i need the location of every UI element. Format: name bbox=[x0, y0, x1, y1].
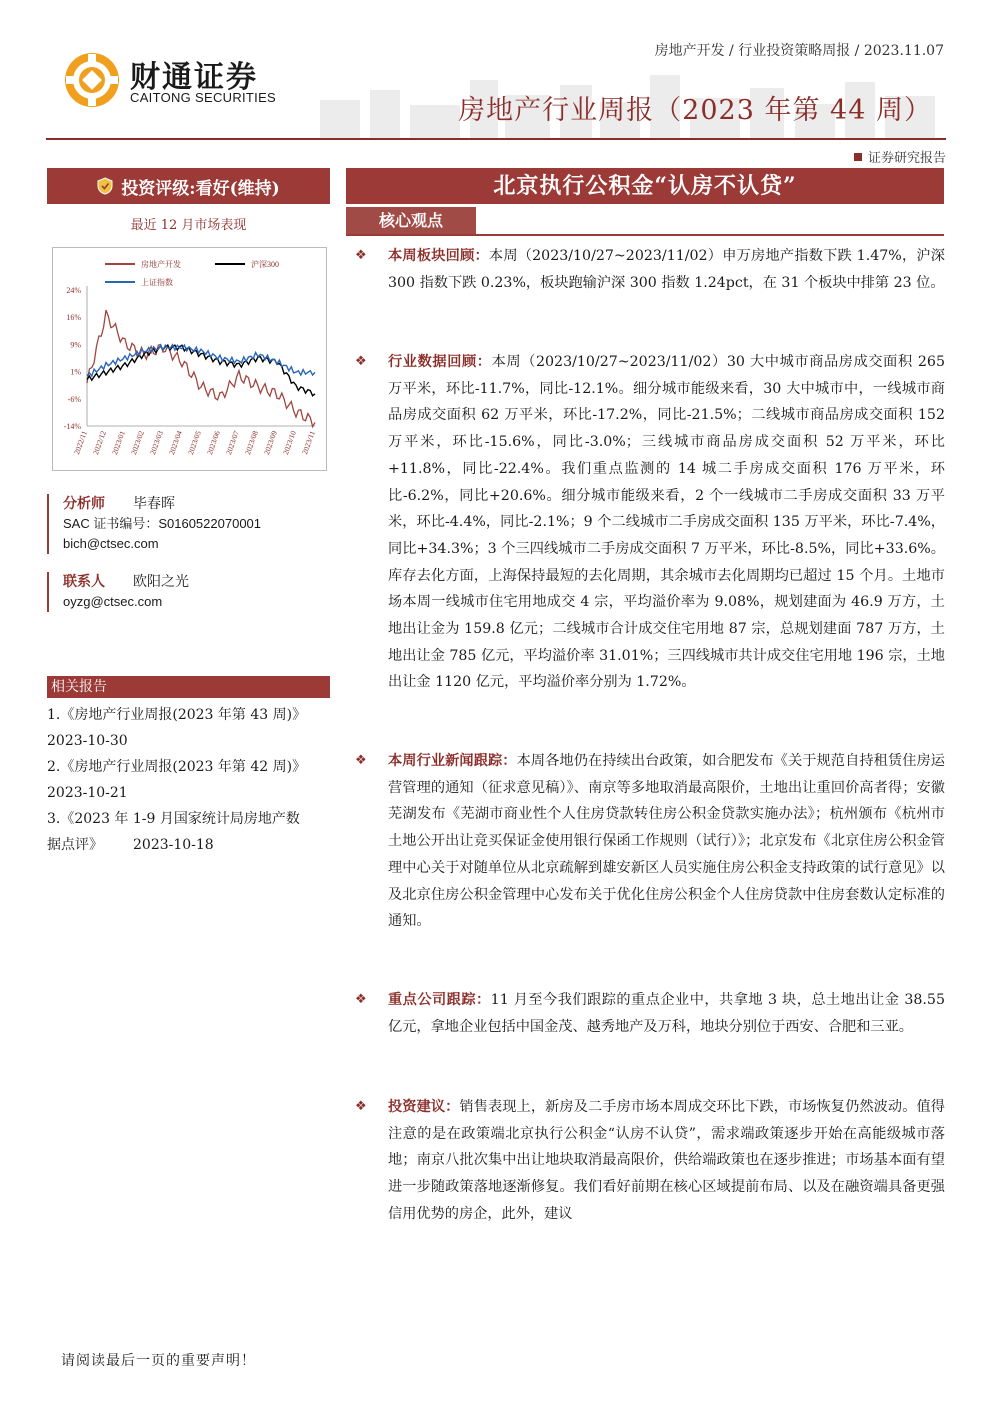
report-title: 房地产行业周报（2023 年第 44 周） bbox=[458, 95, 932, 126]
diamond-bullet-icon: ❖ bbox=[355, 354, 367, 369]
chart-x-tick-label: 2023/09 bbox=[262, 429, 279, 456]
chart-series-line-2 bbox=[87, 345, 315, 396]
document-type-text: 证券研究报告 bbox=[867, 151, 946, 166]
footer-disclaimer-note: 请阅读最后一页的重要声明！ bbox=[61, 1353, 256, 1369]
paragraph-investment-advice bbox=[355, 1094, 945, 1228]
related-report-date: 2023-10-30 bbox=[47, 733, 128, 749]
analyst-label: 分析师 bbox=[63, 496, 105, 512]
paragraph-text: 本周（2023/10/27~2023/11/02）30 大中城市商品房成交面积 265 万平米，环比-11.7%，同比-12.1%。细分城市能级来看，30 大中城市中，一线城市商品房成交面积 62 万平米，环比-17.2%，同比-21.5%；二线城市商品房成交面积 152 万平米，环比-15.6%，同比-3.0%；三线城市商品房成交面积 52 万平米，环比+11.8%，同比-22.4%。我们重点监测的 14 城二手房成交面积 176 万平米，环比-6.2%，同比+20.6%。细分城市能级来看，2 个一线城市二手房成交面积 33 万平米，环比-4.4%，同比-2.1%；9 个二线城市二手房成交面积 135 万平米，环比-7.4%，同比+34.3%；3 个三四线城市二手房成交面积 7 万平米，环比-8.5%，同比+33.6%。库存去化方面，上海保持最短的去化周期，其余城市去化周期均已超过 15 个月。土地市场本周一线城市住宅用地成交 4 宗，平均溢价率为 9.08%，规划建面为 46.9 万方，土地出让金为 159.8 亿元；二线城市合计成交住宅用地 87 宗，总规划建面 787 万方，土地出让金 785 亿元，平均溢价率 31.01%；三四线城市共计成交住宅用地 196 宗，土地出让金 1120 亿元，平均溢价率分别为 1.72%。 bbox=[388, 354, 945, 691]
chart-x-tick-label: 2023/06 bbox=[205, 429, 222, 456]
related-reports-header: 相关报告 bbox=[47, 676, 330, 698]
square-bullet-icon bbox=[854, 153, 862, 161]
analyst-name: 毕春晖 bbox=[133, 496, 175, 512]
chart-x-tick-label: 2023/05 bbox=[186, 429, 203, 456]
chart-x-tick-label: 2023/01 bbox=[110, 429, 127, 456]
paragraph-lead: 行业数据回顾： bbox=[388, 354, 492, 370]
market-performance-chart bbox=[52, 247, 327, 471]
chart-x-tick-label: 2022/12 bbox=[91, 429, 108, 456]
contact-label: 联系人 bbox=[63, 574, 105, 590]
chart-legend-label: 上证指数 bbox=[141, 278, 173, 287]
related-report-title: 1.《房地产行业周报(2023 年第 43 周)》 bbox=[47, 707, 307, 723]
breadcrumb: 房地产开发 / 行业投资策略周报 / 2023.11.07 bbox=[654, 43, 944, 59]
chart-y-tick-label: 1% bbox=[70, 367, 81, 377]
contact-email[interactable]: oyzg@ctsec.com bbox=[63, 594, 163, 609]
diamond-bullet-icon: ❖ bbox=[355, 248, 367, 263]
paragraph-text: 本周（2023/10/27~2023/11/02）申万房地产指数下跌 1.47%，沪深 300 指数下跌 0.23%，板块跑输沪深 300 指数 1.24pct，在 31 个板块中排第 23 位。 bbox=[388, 248, 945, 291]
diamond-bullet-icon: ❖ bbox=[355, 1099, 367, 1114]
analyst-block bbox=[47, 494, 330, 554]
diamond-bullet-icon: ❖ bbox=[355, 992, 367, 1007]
related-report-title-cont: 据点评》 bbox=[47, 837, 103, 853]
chart-caption: 最近 12 月市场表现 bbox=[130, 218, 247, 233]
related-report-item[interactable] bbox=[47, 754, 337, 806]
chart-x-tick-label: 2023/07 bbox=[224, 429, 241, 456]
logo-english-name: CAITONG SECURITIES bbox=[130, 90, 277, 105]
chart-legend-label: 房地产开发 bbox=[141, 260, 181, 269]
logo-chinese-name: 财通证券 bbox=[130, 60, 258, 95]
paragraph-sector-review bbox=[355, 243, 945, 296]
chart-x-tick-label: 2023/02 bbox=[129, 429, 146, 456]
related-report-date: 2023-10-18 bbox=[133, 837, 214, 853]
paragraph-key-companies bbox=[355, 987, 945, 1040]
chart-y-tick-label: -14% bbox=[63, 422, 81, 431]
chart-x-tick-label: 2023/04 bbox=[167, 429, 184, 456]
document-type-label bbox=[854, 147, 946, 166]
related-report-item[interactable] bbox=[47, 702, 337, 754]
chart-x-tick-label: 2023/03 bbox=[148, 429, 165, 456]
paragraph-lead: 重点公司跟踪： bbox=[388, 992, 491, 1008]
shield-icon bbox=[97, 177, 113, 195]
analyst-accent-bar bbox=[47, 494, 49, 554]
related-report-date: 2023-10-21 bbox=[47, 785, 128, 801]
related-report-title: 2.《房地产行业周报(2023 年第 42 周)》 bbox=[47, 759, 307, 775]
investment-rating-box bbox=[47, 168, 330, 204]
paragraph-industry-data bbox=[355, 349, 945, 696]
paragraph-lead: 本周板块回顾： bbox=[388, 248, 489, 264]
paragraph-text: 本周各地仍在持续出台政策，如合肥发布《关于规范自持租赁住房运营管理的通知（征求意见稿）》、南京等多地取消最高限价，土地出让重回价高者得；安徽芜湖发布《芜湖市商业性个人住房贷款转住房公积金贷款实施办法》；杭州颁布《杭州市土地公开出让竞买保证金使用银行保函工作规则（试行）》；北京发布《北京住房公积金管理中心关于对随单位从北京疏解到雄安新区人员实施住房公积金支持政策的试行意见》以及北京住房公积金管理中心发布关于优化住房公积金个人住房贷款中住房套数认定标准的通知。 bbox=[388, 753, 945, 930]
header-divider bbox=[46, 138, 946, 140]
related-report-item[interactable] bbox=[47, 806, 337, 858]
chart-x-tick-label: 2022/11 bbox=[72, 429, 89, 456]
analyst-sac-number: SAC 证书编号：S0160522070001 bbox=[63, 516, 262, 531]
chart-x-tick-label: 2023/08 bbox=[243, 429, 260, 456]
contact-accent-bar bbox=[47, 572, 49, 612]
chart-series-line-3 bbox=[87, 345, 315, 376]
paragraph-text: 11 月至今我们跟踪的重点企业中，共拿地 3 块，总土地出让金 38.55 亿元，拿地企业包括中国金茂、越秀地产及万科，地块分别位于西安、合肥和三亚。 bbox=[388, 992, 945, 1035]
related-report-title: 3.《2023 年 1-9 月国家统计局房地产数 bbox=[47, 811, 300, 827]
core-view-divider bbox=[346, 234, 944, 236]
chart-y-tick-label: 16% bbox=[66, 313, 81, 323]
core-view-tab: 核心观点 bbox=[346, 207, 476, 235]
chart-y-tick-label: 9% bbox=[70, 340, 81, 350]
chart-x-tick-label: 2023/10 bbox=[281, 429, 298, 456]
diamond-bullet-icon: ❖ bbox=[355, 753, 367, 768]
chart-y-tick-label: 24% bbox=[66, 286, 81, 295]
investment-rating-text: 投资评级:看好(维持) bbox=[121, 178, 280, 199]
related-reports-list bbox=[47, 702, 337, 858]
headline: 北京执行公积金“认房不认贷” bbox=[346, 168, 944, 204]
market-performance-chart-svg bbox=[53, 248, 326, 470]
paragraph-lead: 本周行业新闻跟踪： bbox=[388, 753, 517, 769]
contact-name: 欧阳之光 bbox=[133, 574, 189, 590]
analyst-email[interactable]: bich@ctsec.com bbox=[63, 536, 159, 551]
caitong-logo-icon bbox=[62, 50, 122, 110]
paragraph-industry-news bbox=[355, 748, 945, 935]
paragraph-text: 销售表现上，新房及二手房市场本周成交环比下跌，市场恢复仍然波动。值得注意的是在政策端北京执行公积金“认房不认贷”，需求端政策逐步开始在高能级城市落地；南京八批次集中出让地块取消最高限价，供给端政策也在逐步推进；市场基本面有望进一步随政策落地逐渐修复。我们看好前期在核心区域提前布局、以及在融资端具备更强信用优势的房企，此外，建议 bbox=[388, 1099, 945, 1222]
chart-x-tick-label: 2023/11 bbox=[300, 429, 317, 456]
chart-legend-label: 沪深300 bbox=[251, 260, 279, 269]
contact-block bbox=[47, 572, 330, 612]
paragraph-lead: 投资建议： bbox=[388, 1099, 460, 1115]
chart-y-tick-label: -6% bbox=[67, 394, 81, 404]
